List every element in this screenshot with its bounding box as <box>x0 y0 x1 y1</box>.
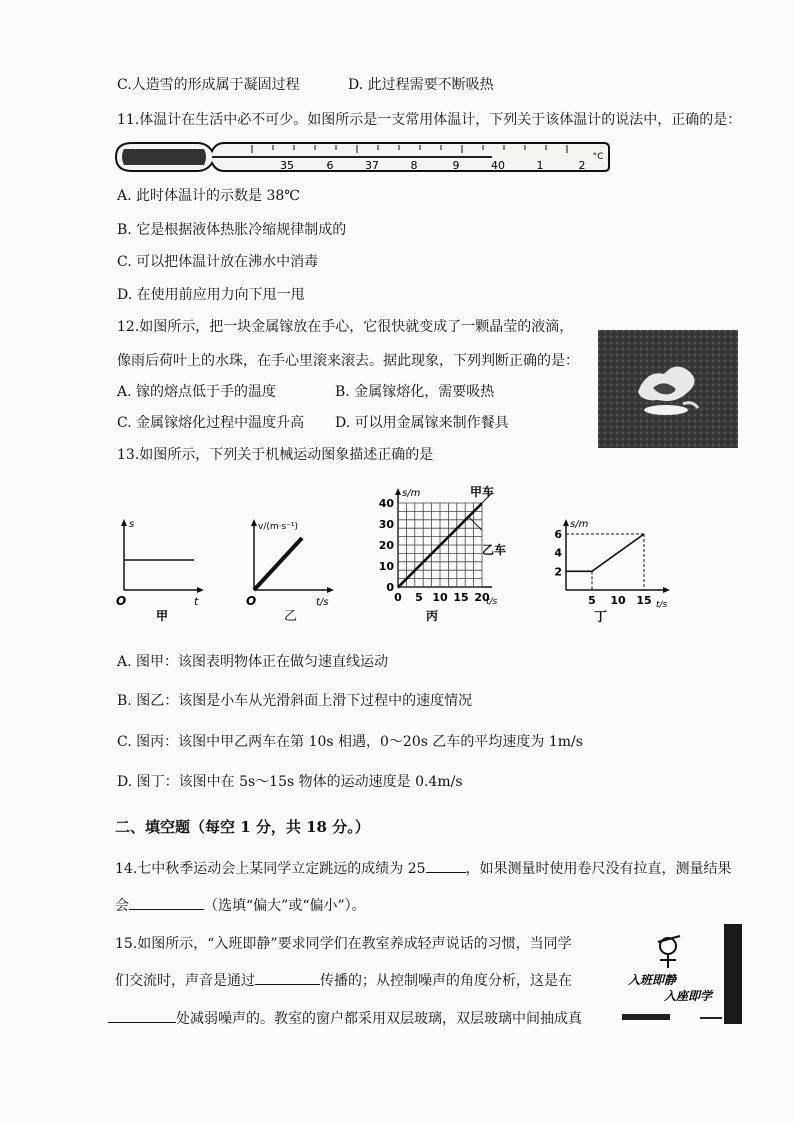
jia-y-arrow <box>121 519 127 526</box>
ding-x-tick-2: 15 <box>636 594 652 607</box>
jia-caption: 甲 <box>156 609 169 623</box>
q13-option-b: B. 图乙：该图是小车从光滑斜面上滑下过程中的速度情况 <box>117 693 473 709</box>
ding-y-tick-2: 6 <box>554 528 562 541</box>
thermo-tick-6: 1 <box>536 159 544 172</box>
q14-text-c: 会 <box>115 898 129 914</box>
ding-y-label: s/m <box>570 519 589 530</box>
section2-heading: 二、填空题（每空 1 分，共 18 分。） <box>115 818 370 836</box>
bing-y-arrow <box>395 488 401 495</box>
bing-x-tick-4: 20 <box>474 591 490 604</box>
graph-yi <box>244 515 344 625</box>
q15-line3 <box>108 1008 582 1028</box>
q15-text-a: 们交流时，声音是通过 <box>115 973 255 989</box>
ding-x-label: t/s <box>656 600 668 610</box>
yi-origin: O <box>246 594 257 608</box>
thermo-tick-7: 2 <box>578 159 586 172</box>
bing-car-b-label: 乙车 <box>482 543 507 557</box>
q11-option-c: C. 可以把体温计放在沸水中消毒 <box>117 254 319 270</box>
q15-text-b: 传播的；从控制噪声的角度分析，这是在 <box>320 973 572 989</box>
q15-text-c: 处减弱噪声的。教室的窗户都采用双层玻璃，双层玻璃中间抽成真 <box>176 1011 582 1027</box>
sign-strip <box>622 1014 670 1020</box>
q12-option-b: B. 金属镓熔化，需要吸热 <box>335 384 495 400</box>
ding-x-arrow <box>663 587 670 593</box>
thermometer <box>112 139 612 175</box>
bing-y-tick-0: 0 <box>386 581 394 594</box>
q14-text-d: （选填“偏大”或“偏小”）。 <box>204 898 366 914</box>
bing-y-tick-4: 40 <box>378 497 394 510</box>
bing-caption: 丙 <box>426 609 439 623</box>
q11-option-d: D. 在使用前应用力向下甩一甩 <box>117 287 305 303</box>
graph-jia <box>112 515 207 625</box>
jia-x-label: t <box>194 595 199 608</box>
q15-line2 <box>115 970 572 990</box>
q15-blank-2[interactable] <box>108 1008 176 1023</box>
bing-car-a-label: 甲车 <box>470 485 495 499</box>
bing-x-label: t/s <box>486 597 498 607</box>
bing-x-tick-0: 0 <box>394 591 402 604</box>
ding-series-line <box>566 534 644 571</box>
q14-text-a: 14.七中秋季运动会上某同学立定跳远的成绩为 25 <box>115 861 426 877</box>
jia-x-arrow <box>197 587 204 593</box>
q11-stem: 11.体温计在生活中必不可少。如图所示是一支常用体温计，下列关于该体温计的说法中，正确的是： <box>117 112 742 128</box>
q12-option-d: D. 可以用金属镓来制作餐具 <box>335 415 509 431</box>
q12-option-a: A. 镓的熔点低于手的温度 <box>117 384 277 400</box>
bing-y-tick-2: 20 <box>378 539 394 552</box>
ding-y-arrow <box>563 519 569 526</box>
q14-blank-2[interactable] <box>129 895 204 910</box>
quiet-classroom-sign <box>618 924 746 1028</box>
thermo-unit: °C <box>592 152 604 162</box>
graph-ding <box>548 515 678 627</box>
q15-blank-1[interactable] <box>255 970 320 985</box>
sign-line1: 入班即静 <box>628 973 677 987</box>
thermo-tick-4: 9 <box>452 159 460 172</box>
q10-option-c: C.人造雪的形成属于凝固过程 <box>117 77 300 93</box>
q12-option-c: C. 金属镓熔化过程中温度升高 <box>117 415 305 431</box>
q15-line1: 15.如图所示，“入班即静”要求同学们在教室养成轻声说话的习惯，当同学 <box>115 936 572 952</box>
thermo-tick-3: 8 <box>410 159 418 172</box>
ding-x-tick-0: 5 <box>588 594 596 607</box>
bing-y-tick-3: 30 <box>378 518 394 531</box>
q13-option-d: D. 图丁：该图中在 5s～15s 物体的运动速度是 0.4m/s <box>117 774 463 790</box>
yi-series-line <box>254 538 302 590</box>
jia-y-label: s <box>129 519 135 530</box>
q12-stem-line1: 12.如图所示，把一块金属镓放在手心，它很快就变成了一颗晶莹的液滴， <box>117 319 574 335</box>
yi-caption: 乙 <box>284 609 298 624</box>
q11-option-b: B. 它是根据液体热胀冷缩规律制成的 <box>117 222 347 238</box>
graph-bing <box>374 482 519 644</box>
yi-x-label: t/s <box>316 597 329 608</box>
q12-stem-line2: 像雨后荷叶上的水珠，在手心里滚来滚去。据此现象，下列判断正确的是： <box>117 353 579 369</box>
q13-option-a: A. 图甲：该图表明物体正在做匀速直线运动 <box>117 654 389 670</box>
q13-option-c: C. 图丙：该图中甲乙两车在第 10s 相遇，0～20s 乙车的平均速度为 1m/s <box>117 734 583 750</box>
thermo-tick-2: 37 <box>365 159 379 172</box>
bing-y-tick-1: 10 <box>378 560 394 573</box>
yi-x-arrow <box>327 587 334 593</box>
thermo-tick-5: 40 <box>491 159 505 172</box>
q14-line1 <box>115 858 732 878</box>
bing-x-tick-1: 5 <box>415 591 423 604</box>
ding-x-tick-1: 10 <box>610 594 626 607</box>
bing-x-tick-2: 10 <box>432 591 448 604</box>
ding-y-tick-1: 4 <box>554 546 562 560</box>
q14-text-b: ，如果测量时使用卷尺没有拉直，测量结果 <box>465 861 732 877</box>
q14-blank-1[interactable] <box>426 858 466 873</box>
sign-dark-bar <box>724 924 742 1024</box>
ding-caption: 丁 <box>594 610 608 625</box>
thermo-tick-1: 6 <box>326 159 334 172</box>
q11-option-a: A. 此时体温计的示数是 38℃ <box>117 188 300 204</box>
bing-x-tick-3: 15 <box>453 591 469 604</box>
q14-line2 <box>115 895 366 915</box>
thermo-tick-0: 35 <box>280 159 294 172</box>
yi-y-label: v/(m·s⁻¹) <box>258 522 299 532</box>
yi-y-arrow <box>251 519 257 526</box>
sign-line2: 入座即学 <box>664 989 713 1003</box>
q13-stem: 13.如图所示，下列关于机械运动图象描述正确的是 <box>117 447 434 463</box>
jia-origin: O <box>116 594 127 608</box>
bing-y-label: s/m <box>402 488 421 499</box>
ding-y-tick-0: 2 <box>554 565 562 579</box>
q10-option-d: D. 此过程需要不断吸热 <box>348 77 494 93</box>
gallium-photo <box>598 330 738 448</box>
